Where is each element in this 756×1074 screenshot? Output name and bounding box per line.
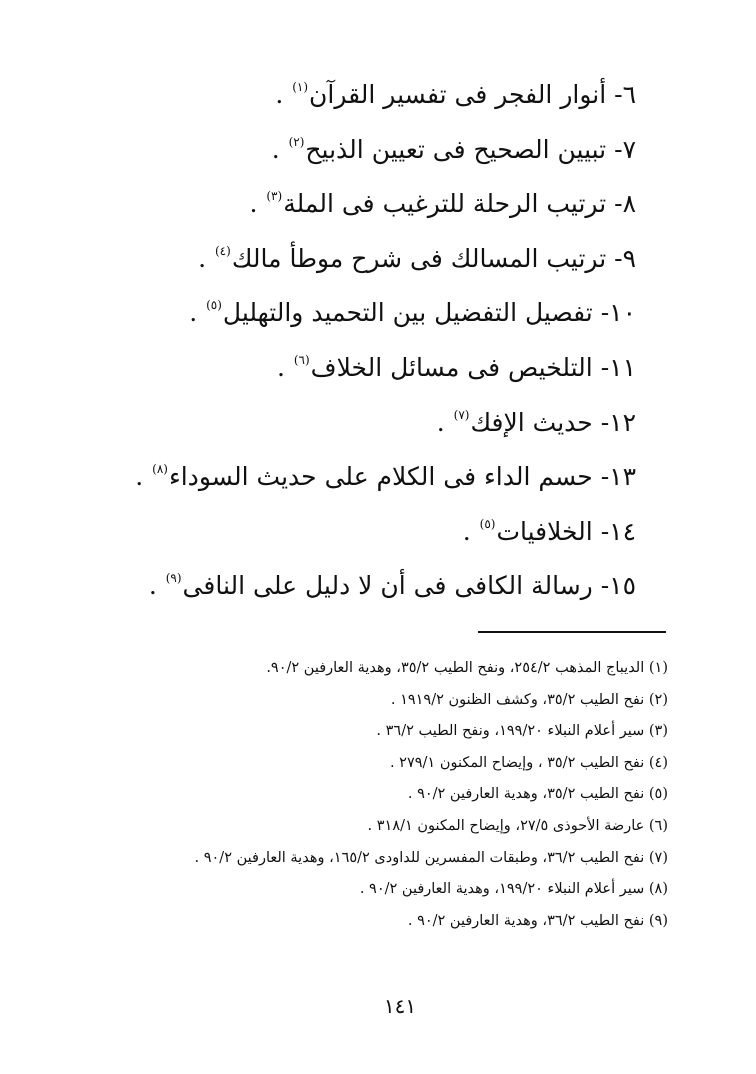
footnote: (١) الديباج المذهب ٢٥٤/٢، ونفح الطيب ٣٥/٢، وهدية العارفين ٩٠/٢. (266, 660, 668, 676)
footnote-divider (478, 631, 666, 633)
item-number: ١٠- (600, 298, 636, 328)
list-item (36, 333, 636, 388)
item-title: أنوار الفجر فى تفسير القرآن (309, 80, 607, 109)
footnote: (٧) نفح الطيب ٣٦/٢، وطبقات المفسرين للداودى ١٦٥/٢، وهدية العارفين ٩٠/٢ . (194, 849, 668, 866)
item-title: ترتيب المسالك فى شرح موطأ مالك (231, 243, 607, 273)
item-number: ١١- (600, 352, 636, 382)
item-period: . (436, 407, 445, 437)
page-number: ١٤١ (383, 994, 417, 1018)
item-number: ١٤- (600, 516, 636, 546)
footnote-ref: (٤) (214, 243, 231, 258)
item-period: . (148, 571, 157, 601)
item-period: . (462, 516, 471, 546)
item-number: ١٢- (600, 407, 636, 437)
item-title: ترتيب الرحلة للترغيب فى الملة (283, 189, 607, 219)
list-item (36, 115, 636, 170)
item-period: . (275, 80, 284, 109)
item-period: . (276, 352, 285, 382)
list-item (36, 388, 636, 443)
footnote: (٨) سير أعلام النبلاء ١٩٩/٢٠، وهدية العارفين ٩٠/٢ . (359, 881, 668, 898)
item-period: . (249, 189, 258, 219)
item-number: ١٣- (600, 462, 636, 492)
footnote-ref: (١) (292, 80, 309, 94)
footnote: (٦) عارضة الأحوذى ٢٧/٥، وإيضاح المكنون ٣١٨/١ . (367, 817, 668, 834)
footnote-ref: (٧) (453, 407, 470, 422)
item-period: . (135, 462, 144, 492)
footnote-ref: (٦) (293, 352, 310, 367)
item-period: . (189, 298, 198, 328)
item-title: تفصيل التفضيل بين التحميد والتهليل (222, 298, 593, 328)
item-number: ١٥- (600, 571, 636, 601)
book-list (36, 60, 636, 606)
item-title: حديث الإفك (470, 407, 593, 437)
footnote: (٢) نفح الطيب ٣٥/٢، وكشف الظنون ١٩١٩/٢ . (390, 691, 668, 708)
item-number: ٧- (614, 134, 636, 164)
footnote-ref: (٥) (479, 516, 496, 531)
item-title: تبيين الصحيح فى تعيين الذبيح (305, 134, 607, 164)
list-item (36, 60, 636, 115)
list-item (36, 224, 636, 279)
item-number: ٨- (614, 189, 636, 219)
item-title: حسم الداء فى الكلام على حديث السوداء (168, 462, 593, 492)
list-item (36, 551, 636, 606)
list-item (36, 278, 636, 333)
item-period: . (271, 134, 280, 164)
footnote-ref: (٣) (266, 189, 283, 204)
footnote: (٥) نفح الطيب ٣٥/٢، وهدية العارفين ٩٠/٢ . (407, 786, 668, 803)
footnote: (٤) نفح الطيب ٣٥/٢ ، وإيضاح المكنون ٢٧٩/١ . (389, 754, 668, 771)
item-number: ٩- (614, 243, 636, 273)
item-title: التلخيص فى مسائل الخلاف (310, 352, 593, 382)
list-item (36, 497, 636, 552)
footnote-ref: (٢) (288, 134, 305, 149)
footnote-ref: (٨) (152, 462, 168, 477)
list-item (36, 442, 636, 497)
footnote: (٩) نفح الطيب ٣٦/٢، وهدية العارفين ٩٠/٢ . (407, 912, 668, 929)
item-number: ٦- (614, 80, 636, 109)
footnotes (48, 653, 668, 937)
item-title: رسالة الكافى فى أن لا دليل على النافى (182, 571, 593, 601)
footnote-ref: (٥) (206, 298, 222, 313)
item-period: . (198, 243, 207, 273)
footnote: (٣) سير أعلام النبلاء ١٩٩/٢٠، ونفح الطيب ٣٦/٢ . (376, 723, 668, 740)
list-item (36, 169, 636, 224)
footnote-ref: (٩) (165, 571, 182, 586)
item-title: الخلافيات (496, 516, 593, 546)
